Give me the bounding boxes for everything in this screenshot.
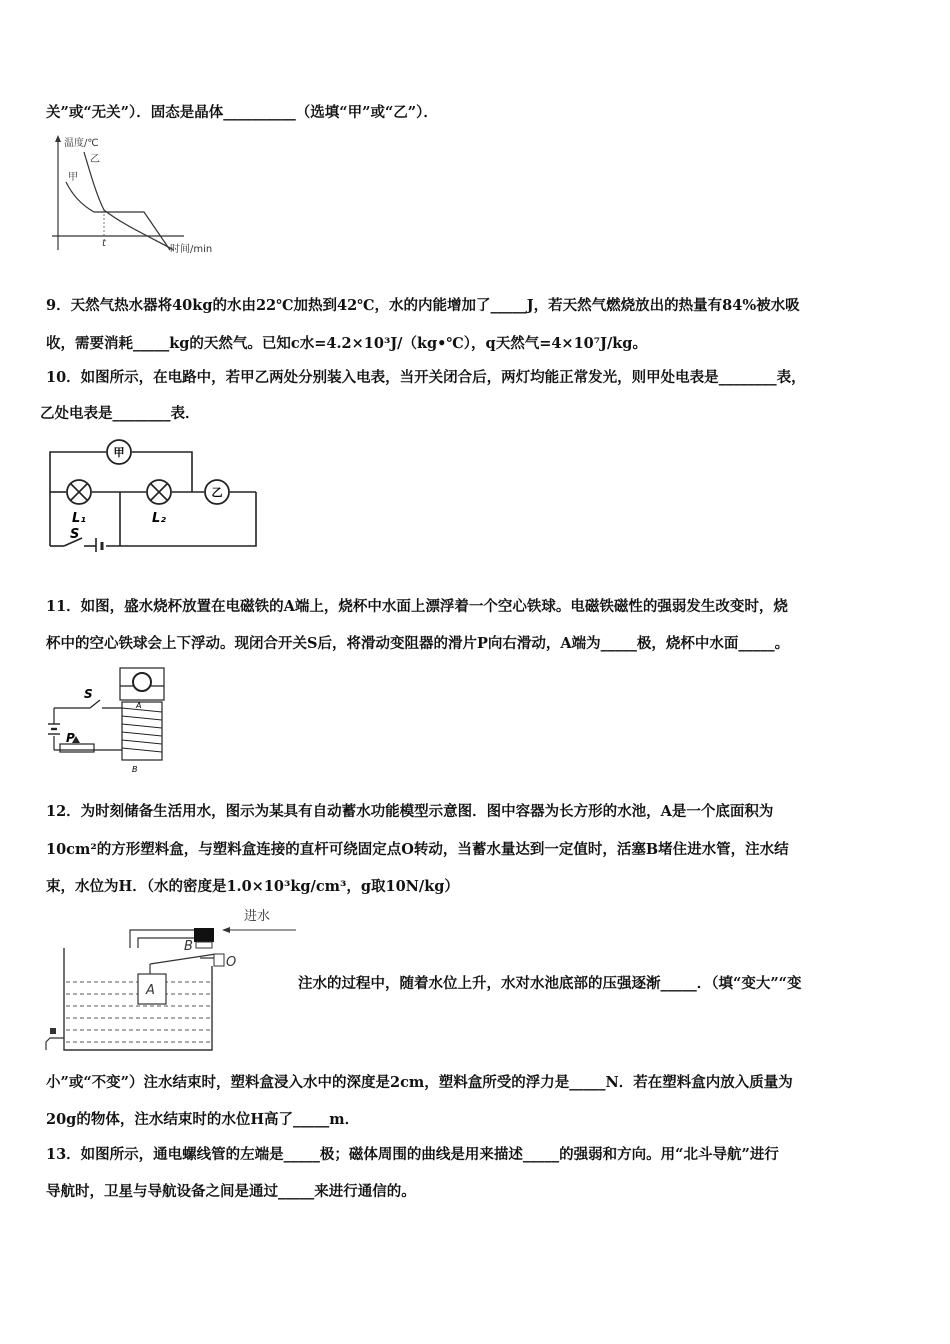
lamp-l1-label: L₁ <box>72 511 86 526</box>
y-axis-arrow <box>55 135 61 142</box>
lamp-l2-label: L₂ <box>152 511 166 526</box>
q13-line1: 13．如图所示，通电螺线管的左端是_____极；磁体周围的曲线是用来描述_____的强弱和方向。用“北斗导航”进行 <box>46 1146 779 1163</box>
coil-windings <box>122 708 162 752</box>
q11-line2: 杯中的空心铁球会上下浮动。现闭合开关S后，将滑动变阻器的滑片P向右滑动，A端为_____极，烧杯中水面_____。 <box>46 635 790 652</box>
q9-line1: 9．天然气热水器将40kg的水由22℃加热到42℃，水的内能增加了_____J，若天然气燃烧放出的热量有84%被水吸 <box>46 297 800 314</box>
q11-line1: 11．如图，盛水烧杯放置在电磁铁的A端上，烧杯中水面上漂浮着一个空心铁球。电磁铁磁性的强弱发生改变时，烧 <box>46 598 788 615</box>
inlet-label: 进水 <box>244 909 271 924</box>
switch-lever <box>90 700 100 708</box>
switch-s-label: S <box>84 687 93 701</box>
q12-side-text: 注水的过程中，随着水位上升，水对水池底部的压强逐渐_____．（填“变大”“变 <box>298 975 802 992</box>
slider-rheostat <box>60 744 94 752</box>
slider-p-label: P <box>66 731 75 745</box>
pivot-o <box>214 954 224 966</box>
q12-figure <box>40 902 300 1054</box>
meter-jia-label: 甲 <box>113 446 125 459</box>
water-tank-diagram <box>40 902 300 1054</box>
switch-s-label: S <box>70 527 80 542</box>
q12-line4: 小”或“不变”）注水结束时，塑料盒浸入水中的深度是2cm，塑料盒所受的浮力是_____N．若在塑料盒内放入质量为 <box>46 1074 793 1091</box>
box-a-label: A <box>146 983 155 998</box>
curve-jia-label: 甲 <box>68 172 78 183</box>
end-b-label: B <box>132 765 138 774</box>
end-a-label: A <box>136 701 142 710</box>
q12-line5: 20g的物体，注水结束时的水位H高了_____m． <box>46 1111 360 1128</box>
circuit-diagram <box>44 436 264 552</box>
pivot-o-label: O <box>226 955 237 970</box>
piston-b <box>194 928 214 942</box>
q8-line: 关”或“无关”）．固态是晶体__________（选填“甲”或“乙”）． <box>46 104 438 121</box>
y-axis-label: 温度/℃ <box>64 138 99 149</box>
q10-line1: 10．如图所示，在电路中，若甲乙两处分别装入电表，当开关闭合后，两灯均能正常发光，则甲处电表是________表， <box>46 369 806 386</box>
iron-ball <box>133 673 151 691</box>
q10-line2: 乙处电表是________表． <box>40 405 200 422</box>
tick-t-label: t <box>102 238 106 249</box>
q12-line3: 束，水位为H．（水的密度是1.0×10³kg/cm³，g取10N/kg） <box>46 878 459 895</box>
x-axis-label: 时间/min <box>170 244 213 255</box>
q11-figure <box>44 664 174 776</box>
inlet-arrow <box>222 927 230 933</box>
q9-line2: 收，需要消耗_____kg的天然气。已知c水=4.2×10³J/（kg•℃），q天然气=4×10⁷J/kg。 <box>46 335 647 352</box>
curve-yi-label: 乙 <box>90 154 100 165</box>
outlet-tap <box>46 1038 64 1050</box>
tap-handle <box>50 1028 56 1034</box>
q12-line2: 10cm²的方形塑料盒，与塑料盒连接的直杆可绕固定点O转动，当蓄水量达到一定值时，活塞B堵住进水管，注水结 <box>46 841 789 858</box>
piston-b-label: B <box>184 939 193 954</box>
temperature-time-graph <box>44 132 234 260</box>
meter-yi-label: 乙 <box>211 486 223 499</box>
q13-line2: 导航时，卫星与导航设备之间是通过_____来进行通信的。 <box>46 1183 416 1200</box>
q12-line1: 12．为时刻储备生活用水，图示为某具有自动蓄水功能模型示意图．图中容器为长方形的水池，A是一个底面积为 <box>46 803 774 820</box>
electromagnet-diagram <box>44 664 174 776</box>
q8-figure <box>44 132 234 260</box>
q10-figure <box>44 436 264 552</box>
